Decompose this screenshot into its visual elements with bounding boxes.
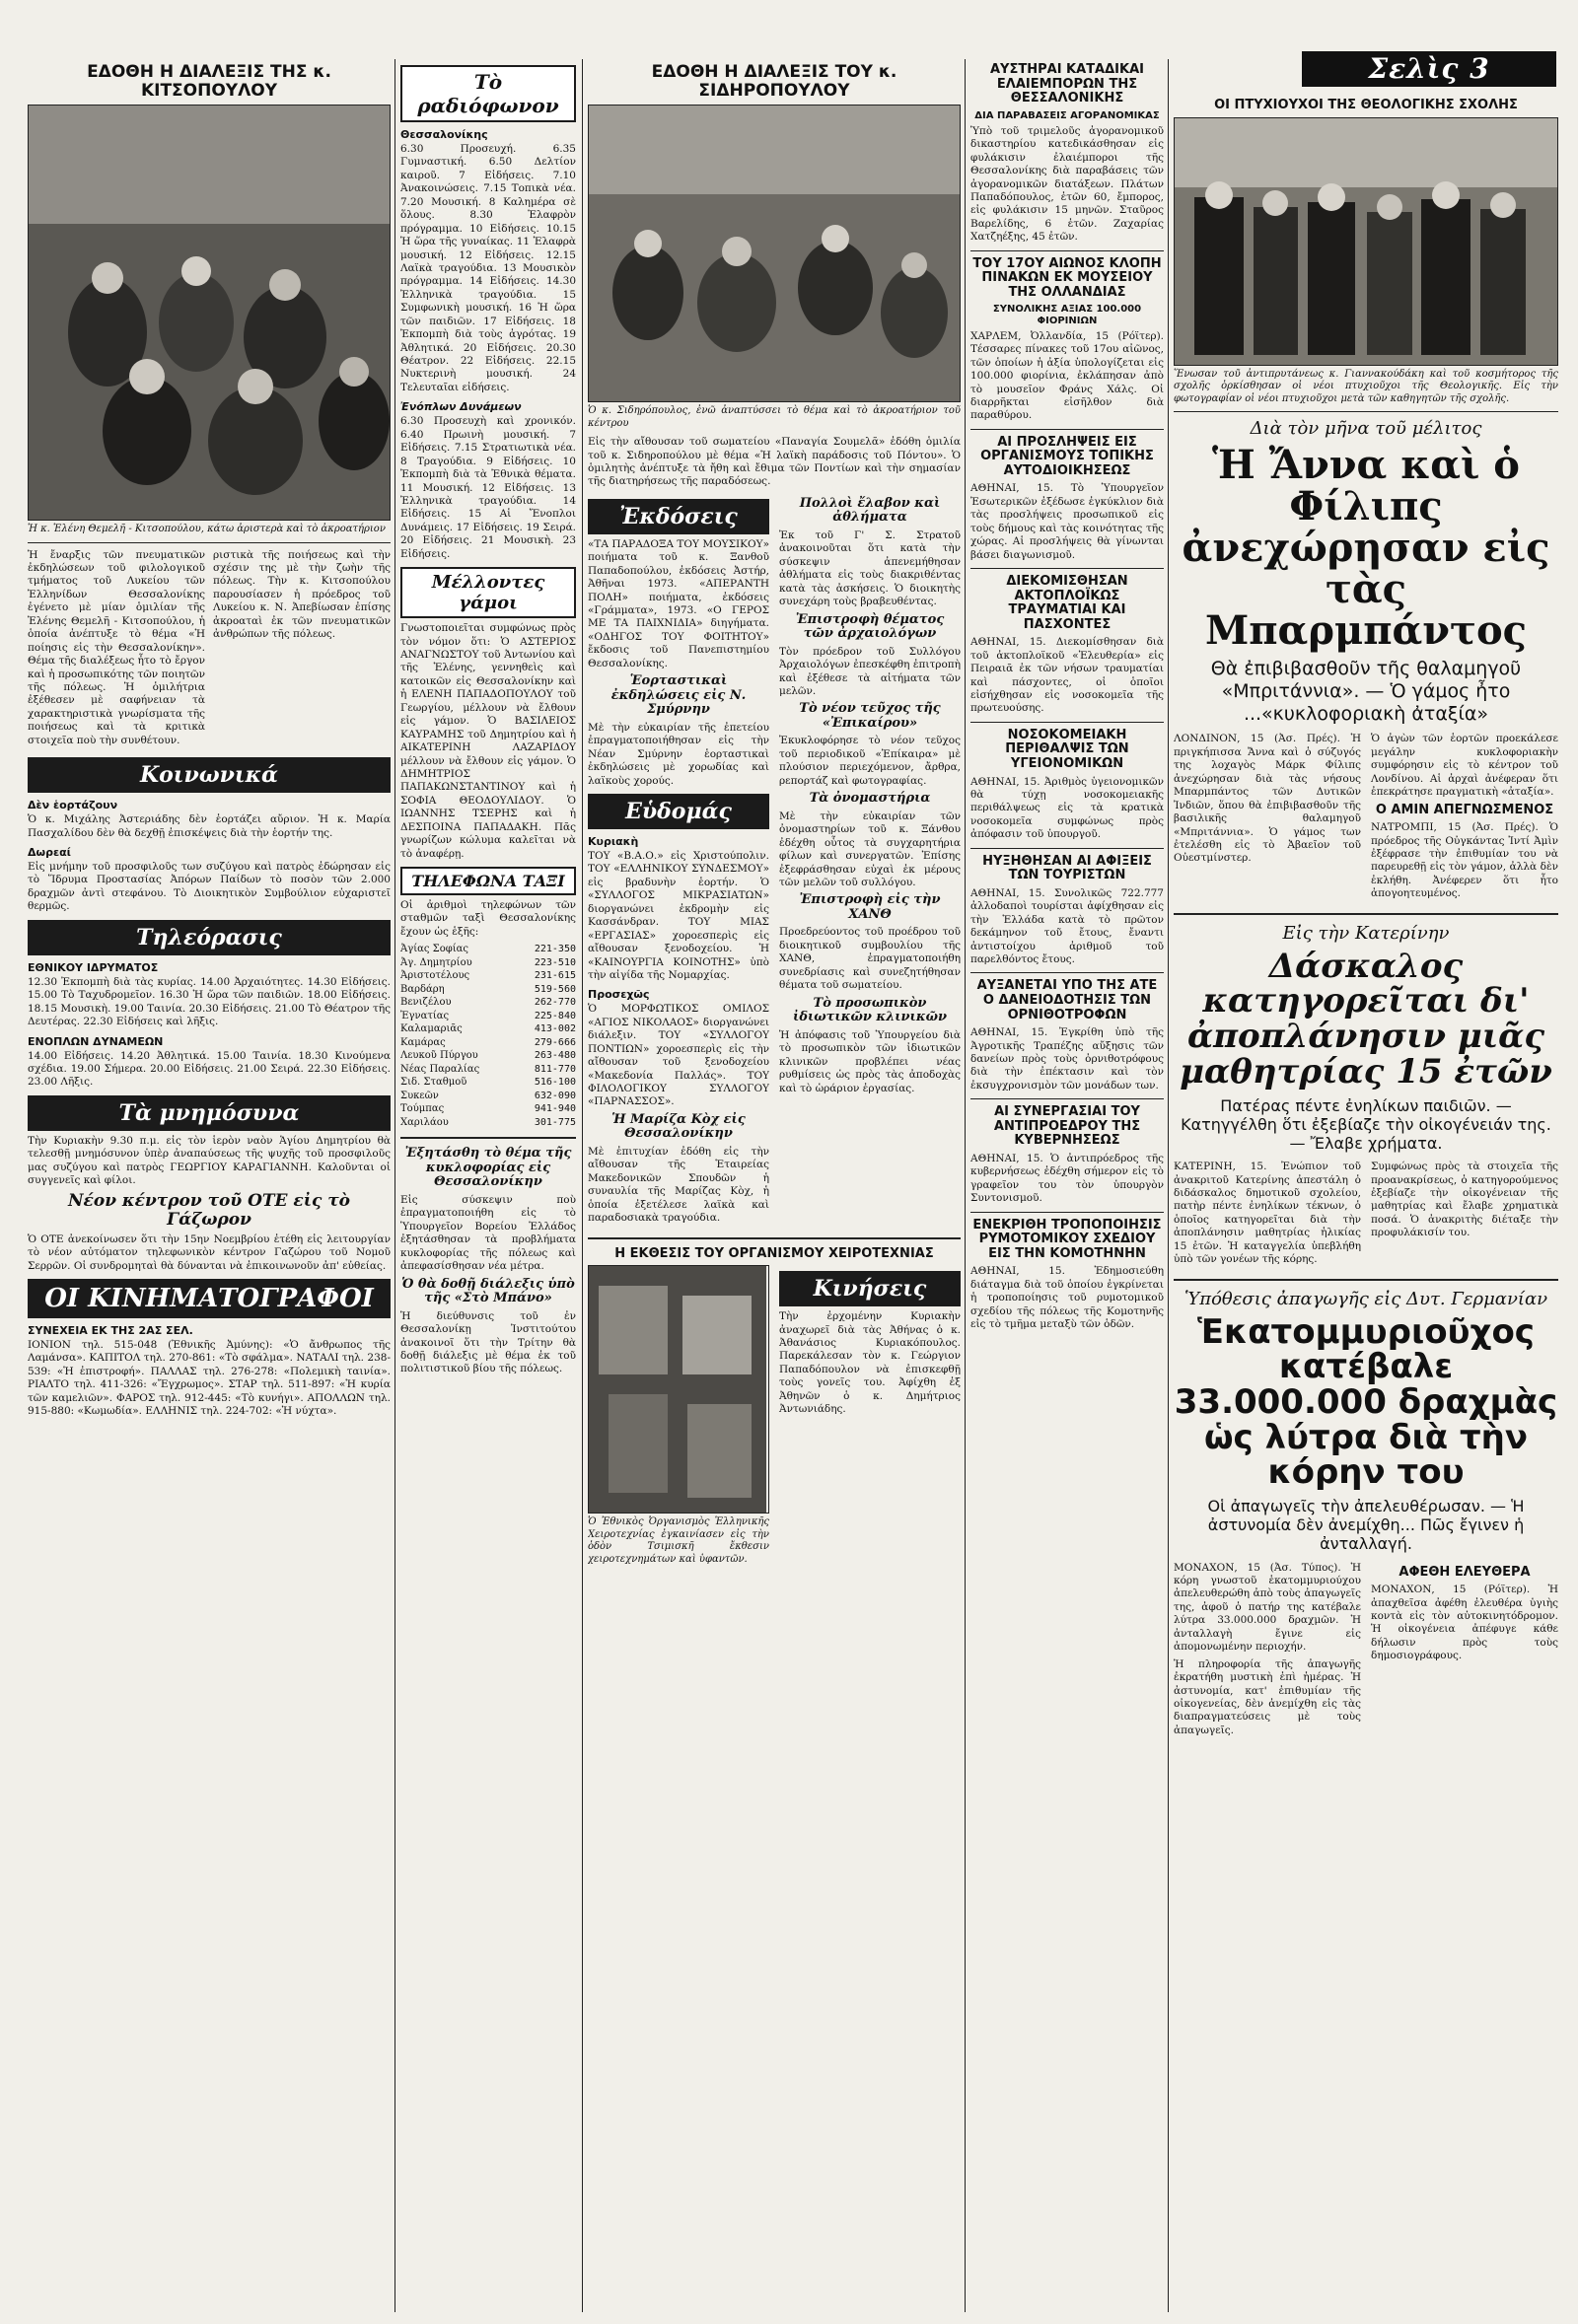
headline-amin: Ο ΑΜΙΝ ΑΠΕΓΝΩΣΜΕΝΟΣ [1375, 802, 1554, 817]
taxi-row [400, 1090, 576, 1103]
headline-oil-merchants: ΑΥΣΤΗΡΑΙ ΚΑΤΑΔΙΚΑΙ ΕΛΑΙΕΜΠΟΡΩΝ ΤΗΣ ΘΕΣΣΑΛΟΝΙΚΗΣ [990, 62, 1144, 106]
article-body: ΚΑΤΕΡΙΝΗ, 15. Ἐνώπιον τοῦ ἀνακριτοῦ Κατερίνης ἀπεστάλη ὁ διδάσκαλος δημοτικοῦ σχολείου, πατὴρ πέντε ἐνηλίκων τέκνων, ὁ ὁποῖος κατηγορεῖται διὰ τὴν ἀποπλάνησιν μαθητρίας ἡλικίας 15 ἐτῶν. Ἡ καταγγελία ὑπεβλήθη ὑπὸ τῶν γονέων τῆς κόρης. [1174, 1161, 1361, 1266]
taxi-station-name: Νέας Παραλίας [400, 1063, 480, 1075]
headline-traffic: Ἐξητάσθη τὸ θέμα τῆς κυκλοφορίας εἰς Θεσσαλονίκην [404, 1146, 572, 1190]
section-title-social: Κοινωνικά [28, 757, 391, 793]
taxi-station-name: Σιδ. Σταθμοῦ [400, 1077, 467, 1089]
taxi-station-name: Ἀριστοτέλους [400, 970, 470, 982]
headline-handicraft: Η ΕΚΘΕΣΙΣ ΤΟΥ ΟΡΓΑΝΙΣΜΟΥ ΧΕΙΡΟΤΕΧΝΙΑΣ [614, 1245, 934, 1261]
section-title-week: Εὑδομάς [588, 794, 769, 829]
headline-paintings: ΤΟΥ 17ΟΥ ΑΙΩΝΟΣ ΚΛΟΠΗ ΠΙΝΑΚΩΝ ΕΚ ΜΟΥΣΕΙΟΥ ΤΗΣ ΟΛΛΑΝΔΙΑΣ [972, 255, 1162, 300]
deck: Οἱ ἀπαγωγεῖς τὴν ἀπελευθέρωσαν. — Ἡ ἀστυνομία δὲν ἀνεμίχθη... Πῶς ἔγινεν ἡ ἀνταλλαγή. [1207, 1497, 1525, 1554]
halftone-photo [29, 106, 390, 520]
halftone-photo [589, 106, 960, 401]
headline-injured: ΔΙΕΚΟΜΙΣΘΗΣΑΝ ΑΚΤΟΠΛΟΪΚΩΣ ΤΡΑΥΜΑΤΙΑΙ ΚΑΙ ΠΑΣΧΟΝΤΕΣ [1006, 574, 1128, 632]
taxi-station-name: Βαρδάρη [400, 983, 445, 995]
headline-archaeologists: Ἐπιστροφὴ θέματος τῶν ἀρχαιολόγων [795, 611, 945, 642]
photo-handicraft-exhibition [588, 1265, 769, 1514]
article-body: ΑΘΗΝΑΙ, 15. Ἐδημοσιεύθη διάταγμα διὰ τοῦ ὁποίου ἐγκρίνεται ἡ τροποποίησις τοῦ ρυμοτομικοῦ σχεδίου τῆς πόλεως τῆς Κομοτηνῆς εἰς τὸ τμῆμα μεταξὺ τῶν ὁδῶν. [970, 1265, 1164, 1331]
article-body: Ἡ ἀπόφασις τοῦ Ὑπουργείου διὰ τὸ προσωπικὸν τῶν ἰδιωτικῶν κλινικῶν προβλέπει νέας ρυθμίσεις ὡς πρὸς τὰς ἀποδοχὰς καὶ τὸ ὡράριον ἐργασίας. [779, 1028, 961, 1094]
article-body: Οἱ ἀριθμοὶ τηλεφώνων τῶν σταθμῶν ταξὶ Θεσσαλονίκης ἔχουν ὡς ἑξῆς: [400, 899, 576, 938]
headline-awards: Πολλοὶ ἔλαβον καὶ ἀθλήματα [799, 495, 941, 526]
subhead: Προσεχῶς [588, 988, 650, 1002]
subhead: Δωρεαί [28, 846, 71, 859]
article-body: Ἐκ τοῦ Γ' Σ. Στρατοῦ ἀνακοινοῦται ὅτι κατὰ τὴν σύσκεψιν ἀπενεμήθησαν ἀθλήματα εἰς τοὺς διακριθέντας κατὰ τὰς ἀσκήσεις. Ὁ διοικητὴς συνεχάρη τοὺς βραβευθέντας. [779, 528, 961, 608]
subhead: Ἐνόπλων Δυνάμεων [400, 400, 522, 414]
article-body: ΧΑΡΛΕΜ, Ὀλλανδία, 15 (Ρόϊτερ). Τέσσαρες πίνακες τοῦ 17ου αἰῶνος, τῶν ὁποίων ἡ ἀξία ὑπολογίζεται εἰς 100.000 φιορίνια, ἐκλάπησαν ἀπὸ τὸ μουσεῖον Φράνς Χάλς. Οἱ διαρρῆκται εἰσῆλθον διὰ παραθύρου. [970, 329, 1164, 422]
article-body: Ἡ διεύθυνσις τοῦ ἐν Θεσσαλονίκῃ Ἰνστιτούτου ἀνακοινοῖ ὅτι τὴν Τρίτην θὰ δοθῇ διάλεξις μὲ θέμα ἐκ τοῦ πολιτιστικοῦ βίου τῆς πόλεως. [400, 1309, 576, 1375]
article-body: ΑΘΗΝΑΙ, 15. Διεκομίσθησαν διὰ τοῦ ἀκτοπλοϊκοῦ «Ἐλευθερία» εἰς Πειραιᾶ ἐκ τῶν νήσων τραυματίαι καὶ πάσχοντες, οἱ ὁποῖοι εἰσήχθησαν εἰς νοσοκομεῖα τῆς πρωτευούσης. [970, 636, 1164, 715]
taxi-station-name: Καμάρας [400, 1036, 446, 1048]
taxi-phone-number: 301-775 [534, 1116, 576, 1128]
taxi-row [400, 969, 576, 983]
page-number-masthead: Σελὶς 3 [1302, 51, 1556, 87]
headline-ransom: Ἑκατομμυριοῦχος κατέβαλε 33.000.000 δραχμὰς ὡς λύτρα διὰ τὴν κόρην του [1174, 1311, 1558, 1493]
article-body: ΑΘΗΝΑΙ, 15. Ὁ ἀντιπρόεδρος τῆς κυβερνήσεως ἐδέχθη σήμερον εἰς τὸ γραφεῖον του τὸν ὑπουργὸν Συντονισμοῦ. [970, 1152, 1164, 1205]
article-body: «ΤΑ ΠΑΡΑΔΟΞΑ ΤΟΥ ΜΟΥΣΙΚΟΥ» ποιήματα τοῦ κ. Ξανθοῦ Παπαδοπούλου, ἐκδόσεις Ἀστήρ, Ἀθῆναι 1973. «ΑΠΕΡΑΝΤΗ ΠΟΛΗ» ποιήματα, ἐκδόσεις «Γράμματα», 1973. «Ο ΓΕΡΟΣ ΜΕ ΤΑ ΠΑΙΧΝΙΔΙΑ» διηγήματα. «ΟΔΗΓΟΣ ΤΟΥ ΦΟΙΤΗΤΟΥ» ἔκδοσις τοῦ Πανεπιστημίου Θεσσαλονίκης. [588, 537, 769, 669]
article-body: ΜΟΝΑΧΟΝ, 15 (Ρόϊτερ). Ἡ ἀπαχθεῖσα ἀφέθη ἐλευθέρα ὑγιὴς κοντὰ εἰς τὸν αὐτοκινητόδρομον. Ἡ οἰκογένεια ἀπέφυγε κάθε δήλωσιν πρὸς τοὺς δημοσιογράφους. [1371, 1584, 1558, 1662]
halftone-photo [589, 1266, 766, 1513]
taxi-phone-number: 279-666 [534, 1036, 576, 1048]
taxi-row [400, 1022, 576, 1036]
article-body: ΜΟΝΑΧΟΝ, 15 (Ἀσ. Τύπος). Ἡ κόρη γνωστοῦ ἑκατομμυριούχου ἀπελευθερώθη ἀπὸ τοὺς ἀπαγωγεῖς της, ἀφοῦ ὁ πατήρ της κατέβαλε λύτρα 33.000.000 δραχμῶν. Ἡ ἀνταλλαγὴ ἔγινε εἰς ἀπομονωμένην περιοχήν. [1174, 1561, 1361, 1654]
taxi-row [400, 1076, 576, 1090]
photo-caption: Ἕνωσαν τοῦ ἀντιπρυτάνεως κ. Γιαννακούδάκη καὶ τοῦ κοσμήτορος τῆς σχολῆς ὁρκίσθησαν οἱ νέοι πτυχιοῦχοι τῆς Θεολογικῆς. Εἰς τὴν φωτογραφίαν οἱ νέοι πτυχιοῦχοι μετὰ τῶν καθηγητῶν τῆς σχολῆς. [1174, 368, 1558, 404]
article-body: Εἰς τὴν αἴθουσαν τοῦ σωματείου «Παναγία Σουμελᾶ» ἐδόθη ὁμιλία τοῦ κ. Σιδηροπούλου μὲ θέμα «Ἡ λαϊκὴ παράδοσις τοῦ Πόντου». Ὁ ὁμιλητὴς ἀνέπτυξε τὰ ἤθη καὶ ἔθιμα τῶν Ποντίων καὶ τὴν σημασίαν τῆς διατηρήσεως τῆς παραδόσεως. [588, 436, 961, 488]
cinema-listing: ΙΟΝΙΟΝ τηλ. 515-048 (Ἐθνικῆς Ἀμύνης): «Ὁ ἄνθρωπος τῆς Λαμάνσα». ΚΑΠΙΤΟΛ τηλ. 270-861: «Τὸ σφάλμα». ΝΑΤΑΛΙ τηλ. 238-539: «Ἡ ἐπιστροφή». ΠΑΛΛΑΣ τηλ. 276-278: «Πολεμικὴ ταινία». ΡΙΑΛΤΟ τηλ. 411-326: «Ἔγχρωμος». ΣΤΑΡ τηλ. 511-897: «Ἡ κυρία τῶν καμελιῶν». ΦΑΡΟΣ τηλ. 912-445: «Τὸ κυνήγι». ΑΠΟΛΛΩΝ τηλ. 915-880: «Κωμωδία». ΕΛΛΗΝΙΣ τηλ. 224-702: «Ἡ νύχτα». [28, 1338, 391, 1418]
taxi-phone-number: 221-350 [534, 944, 576, 955]
column-3 [588, 59, 961, 2312]
taxi-row [400, 1049, 576, 1063]
headline-nameday: Τὰ ὀνομαστήρια [809, 791, 931, 807]
subhead: Κυριακὴ [588, 835, 639, 849]
headline-theology-graduates: ΟΙ ΠΤΥΧΙΟΥΧΟΙ ΤΗΣ ΘΕΟΛΟΓΙΚΗΣ ΣΧΟΛΗΣ [1214, 98, 1518, 112]
photo-caption: Ὁ Ἐθνικὸς Ὀργανισμὸς Ἑλληνικῆς Χειροτεχνίας ἐγκαινίασεν εἰς τὴν ὁδὸν Τσιμισκῆ ἔκθεσιν χειροτεχνημάτων καὶ ὑφαντῶν. [588, 1516, 769, 1565]
photo-lecture-center [588, 105, 961, 402]
taxi-phone-number: 225-840 [534, 1010, 576, 1021]
article-body: Μὲ τὴν εὐκαιρίαν τῶν ὀνομαστηρίων τοῦ κ. Ξάνθου ἐδέχθη οὗτος τὰ συγχαρητήρια φίλων καὶ συνεργατῶν. Ἐπίσης ἐξεφράσθησαν εὐχαὶ ἐκ μέρους τῶν μελῶν τοῦ συλλόγου. [779, 810, 961, 888]
taxi-phone-number: 941-940 [534, 1103, 576, 1115]
headline-koch: Ἡ Μαρίζα Κὸχ εἰς Θεσσαλονίκην [611, 1111, 746, 1142]
article-body: ΑΘΗΝΑΙ, 15. Ἀριθμὸς ὑγειονομικῶν θὰ τύχῃ νοσοκομειακῆς περιθάλψεως εἰς τὰ κρατικὰ νοσοκομεῖα συμφώνως πρὸς ἀπόφασιν τοῦ ὑπουργοῦ. [970, 775, 1164, 841]
article-body: Ὁ ΟΤΕ ἀνεκοίνωσεν ὅτι τὴν 15ην Νοεμβρίου ἐτέθη εἰς λειτουργίαν τὸ νέον αὐτόματον τηλεφωνικὸν κέντρον Γαζώρου τοῦ Νομοῦ Σερρῶν. Οἱ συνδρομηταὶ θὰ δύνανται νὰ ἐπικοινωνοῦν ἀπ' εὐθείας. [28, 1232, 391, 1272]
article-body: Τὴν Κυριακὴν 9.30 π.μ. εἰς τὸν ἱερὸν ναὸν Ἁγίου Δημητρίου θὰ τελεσθῇ μνημόσυνον ὑπὲρ ἀναπαύσεως τῆς ψυχῆς τοῦ προσφιλοῦς μας συζύγου καὶ πατρὸς ΓΕΩΡΓΙΟΥ ΚΑΡΑΓΙΑΝΝΗ. Καλοῦνται οἱ συγγενεῖς καὶ φίλοι. [28, 1134, 391, 1187]
taxi-station-name: Ἐγνατίας [400, 1010, 450, 1021]
taxi-phone-number: 262-770 [534, 997, 576, 1009]
headline-kitsopoulou: ΕΔΟΘΗ Η ΔΙΑΛΕΞΙΣ ΤΗΣ κ. ΚΙΤΣΟΠΟΥΛΟΥ [87, 62, 331, 102]
article-body: Ἡ ἔναρξις τῶν πνευματικῶν ἐκδηλώσεων τοῦ φιλολογικοῦ τμήματος τοῦ Λυκείου τῶν Ἑλληνίδων Θεσσαλονίκης ἐγένετο μὲ μίαν ὁμιλίαν τῆς Ἑλένης Θεμελῆ - Κιτσοπούλου, ἡ ὁποία ἀνέπτυξε τὸ θέμα «Ἡ ποίησις εἰς τὴν Θεσσαλονίκην». Θέμα τῆς διαλέξεως ἦτο τὸ ἔργον καὶ ἡ προσωπικότης τῶν ποιητῶν τῆς πόλεως. Ἡ ὁμιλήτρια ἐξέθεσεν μὲ σαφήνειαν τὰ χαρακτηριστικὰ γνωρίσματα τῆς ποιήσεως καὶ τὰ κριτικὰ στοιχεῖα ποὺ τὴν συνθέτουν. [28, 548, 205, 746]
article-body: ριστικὰ τῆς ποιήσεως καὶ τὴν σχέσιν της μὲ τὴν ζωὴν τῆς πόλεως. Τὴν κ. Κιτσοπούλου παρουσίασεν ἡ πρόεδρος τοῦ Λυκείου κ. Ν. Ἀπεβίωσαν ἐπίσης ἀκροαταὶ ἐκ τῶν πνευματικῶν ἀνθρώπων τῆς πόλεως. [213, 548, 391, 641]
article-body: Συμφώνως πρὸς τὰ στοιχεῖα τῆς προανακρίσεως, ὁ κατηγορούμενος ἐξεβίαζε τὴν οἰκογένειαν τῆς μαθητρίας καὶ ἔλαβε χρηματικὰ ποσά. Ὁ ἀνακριτὴς διέταξε τὴν προφυλάκισίν του. [1371, 1161, 1558, 1239]
article-body: Τὴν ἐρχομένην Κυριακὴν ἀναχωρεῖ διὰ τὰς Ἀθήνας ὁ κ. Ἀθανάσιος Κυριακόπουλος. Παρεκάλεσαν τὸν κ. Γεώργιον Παπαδόπουλον νὰ ἐπισκεφθῇ τοὺς γονεῖς του. Ἀφίχθη ἐξ Ἀθηνῶν ὁ κ. Δημήτριος Ἀντωνιάδης. [779, 1310, 961, 1416]
article-body: ΝΑΤΡΟΜΠΙ, 15 (Ἀσ. Πρές). Ὁ πρόεδρος τῆς Οὐγκάντας Ἰντί Ἀμὶν ἐξέφρασε τὴν ἐπιθυμίαν του νὰ παρευρεθῇ εἰς τὸν γάμον, ἀλλὰ δὲν ἐκλήθη. Ἀνέφερεν ὅτι ἦτο ἀπογοητευμένος. [1371, 821, 1558, 900]
article-body: Ἐκυκλοφόρησε τὸ νέον τεῦχος τοῦ περιοδικοῦ «Ἐπίκαιρα» μὲ πλούσιον περιεχόμενον, ἄρθρα, ρεπορτάζ καὶ φωτογραφίας. [779, 735, 961, 787]
right-subcolumn [1371, 733, 1558, 904]
kicker: Διὰ τὸν μῆνα τοῦ μέλιτος [1250, 418, 1482, 440]
headline-festivities: Ἑορταστικαὶ ἐκδηλώσεις εἰς Ν. Σμύρνην [610, 673, 747, 718]
taxi-station-name: Τούμπας [400, 1103, 445, 1115]
headline-xanth: Ἐπιστροφὴ εἰς τὴν ΧΑΝΘ [799, 892, 941, 922]
taxi-row [400, 943, 576, 956]
halftone-photo [1175, 118, 1557, 365]
taxi-phone-number: 519-560 [534, 983, 576, 995]
article-body: Προεδρεύοντος τοῦ προέδρου τοῦ διοικητικοῦ συμβουλίου τῆς ΧΑΝΘ, ἐπραγματοποιήθη συνεδρίασις καὶ συνεζητήθησαν θέματα τοῦ σωματείου. [779, 926, 961, 992]
article-body: Εἰς σύσκεψιν ποὺ ἐπραγματοποιήθη εἰς τὸ Ὑπουργεῖον Βορείου Ἑλλάδος ἐξητάσθησαν τὰ προβλήματα κυκλοφορίας τῆς πόλεως καὶ ἀπεφασίσθησαν νέα μέτρα. [400, 1193, 576, 1273]
taxi-phone-list [400, 943, 576, 1129]
column-rule [582, 59, 583, 2312]
headline-vice-president: ΑΙ ΣΥΝΕΡΓΑΣΙΑΙ ΤΟΥ ΑΝΤΙΠΡΟΕΔΡΟΥ ΤΗΣ ΚΥΒΕΡΝΗΣΕΩΣ [993, 1104, 1141, 1149]
headline-teacher: Δάσκαλος κατηγορεῖται δι' ἀποπλάνησιν μιᾶς μαθητρίας 15 ἐτῶν [1180, 946, 1552, 1092]
radio-listing: 6.30 Προσευχή. 6.35 Γυμναστική. 6.50 Δελτίον καιροῦ. 7 Εἰδήσεις. 7.10 Ἀνακοινώσεις. 7.15 Τοπικὰ νέα. 7.20 Μουσική. 8 Καλημέρα σὲ ὅλους. 8.30 Ἑλαφρὸν πρόγραμμα. 10 Εἰδήσεις. 10.15 Ἡ ὥρα τῆς γυναίκας. 11 Ἐλαφρὰ μουσική. 12 Εἰδήσεις. 12.15 Λαϊκὰ τραγούδια. 13 Μουσικὸν πρόγραμμα. 14 Εἰδήσεις. 14.30 Ἐλληνικὰ τραγούδια. 15 Συμφωνικὴ μουσική. 16 Ἡ ὥρα τῶν παιδιῶν. 17 Εἰδήσεις. 18 Ἐκπομπὴ διὰ τοὺς ἀγρότας. 19 Ἀθλητικά. 20 Εἰδήσεις. 20.30 Θέατρον. 22 Εἰδήσεις. 22.15 Νυκτερινὴ μουσική. 24 Τελευταῖαι εἰδήσεις. [400, 143, 576, 393]
taxi-station-name: Χαριλάου [400, 1116, 449, 1128]
left-subcolumn [1174, 1562, 1361, 1742]
article-body: ΑΘΗΝΑΙ, 15. Συνολικῶς 722.777 ἀλλοδαποὶ τουρίσται ἀφίχθησαν εἰς τὴν Ἑλλάδα κατὰ τὸ πρῶτον δεκάμηνον τοῦ ἔτους, ἔναντι ἀντιστοίχου ἀριθμοῦ τοῦ παρελθόντος ἔτους. [970, 886, 1164, 966]
taxi-station-name: Ἀγ. Δημητρίου [400, 956, 472, 968]
taxi-phone-number: 263-480 [534, 1050, 576, 1062]
column-4 [970, 59, 1164, 2312]
article-body: Ὁ ἀγὼν τῶν ἑορτῶν προεκάλεσε μεγάλην κυκλοφοριακὴν συμφόρησιν εἰς τὸ κέντρον τοῦ Λονδίνου. Αἱ ἀρχαὶ ἀνέφεραν ὅτι ἐπεκράτησε πραγματικὴ «ἀταξία». [1371, 733, 1558, 799]
article-body: ΑΘΗΝΑΙ, 15. Ἐγκρίθη ὑπὸ τῆς Ἀγροτικῆς Τραπέζης αὔξησις τῶν δανείων πρὸς τοὺς ὀρνιθοτρόφους διὰ τὴν ἐπέκτασιν καὶ τὸν ἐκσυγχρονισμὸν τῶν μονάδων των. [970, 1026, 1164, 1092]
section-title-taxi: ΤΗΛΕΦΩΝΑ ΤΑΞΙ [400, 867, 576, 895]
column-rule [394, 59, 395, 2312]
headline-hiring: ΑΙ ΠΡΟΣΛΗΨΕΙΣ ΕΙΣ ΟΡΓΑΝΙΣΜΟΥΣ ΤΟΠΙΚΗΣ ΑΥΤΟΔΙΟΙΚΗΣΕΩΣ [980, 434, 1154, 478]
taxi-row [400, 1010, 576, 1023]
taxi-phone-number: 516-100 [534, 1077, 576, 1089]
photo-graduates [1174, 117, 1558, 366]
kicker: Ὑπόθεσις ἀπαγωγῆς εἰς Δυτ. Γερμανίαν [1184, 1288, 1548, 1309]
column-1 [28, 59, 391, 2312]
article-body: Ὁ ΜΟΡΦΩΤΙΚΟΣ ΟΜΙΛΟΣ «ΑΓΙΟΣ ΝΙΚΟΛΑΟΣ» διοργανώνει διάλεξιν. ΤΟΥ «ΣΥΛΛΟΓΟΥ ΠΟΝΤΙΩΝ» χοροεσπερὶς εἰς τὴν αἴθουσαν τοῦ ξενοδοχείου «Μακεδονία Παλλάς». ΤΟΥ ΦΙΛΟΛΟΓΙΚΟΥ ΣΥΛΛΟΓΟΥ «ΠΑΡΝΑΣΣΟΣ». [588, 1003, 769, 1108]
section-title-cinemas: ΟΙ ΚΙΝΗΜΑΤΟΓΡΑΦΟΙ [28, 1279, 391, 1318]
headline-poultry-loans: ΑΥΞΑΝΕΤΑΙ ΥΠΟ ΤΗΣ ΑΤΕ Ο ΔΑΝΕΙΟΔΟΤΗΣΙΣ ΤΩΝ ΟΡΝΙΘΟΤΡΟΦΩΝ [976, 978, 1158, 1022]
deck: Πατέρας πέντε ἐνηλίκων παιδιῶν. — Κατηγγέλθη ὅτι ἐξεβίαζε τὴν οἰκογένειάν της. — Ἔλαβε χρήματα. [1181, 1095, 1551, 1153]
headline-royal-wedding: Ἡ Ἄννα καὶ ὁ Φίλιπς ἀνεχώρησαν εἰς τὰς Μπαρμπάντος [1182, 442, 1550, 655]
article-body: ΛΟΝΔΙΝΟΝ, 15 (Ἀσ. Πρές). Ἡ πριγκήπισσα Ἄννα καὶ ὁ σύζυγός της λοχαγὸς Μάρκ Φίλιπς ἀνεχώρησαν διὰ τὰς νήσους Μπαρμπάντος τῶν Δυτικῶν Ἰνδιῶν, ὅπου θὰ ἐπιβιβασθοῦν τῆς βασιλικῆς θαλαμηγοῦ «Μπριτάννια». Ὁ γάμος των ἐτελέσθη εἰς τὸ Ἀβαεῖον τοῦ Οὐεστμίνστερ. [1174, 733, 1361, 865]
section-title-memorials: Τὰ μνημόσυνα [28, 1095, 391, 1131]
subhead: ΔΙΑ ΠΑΡΑΒΑΣΕΙΣ ΑΓΟΡΑΝΟΜΙΚΑΣ [974, 109, 1160, 121]
headline-lecture: Ὁ θὰ δοθῇ διάλεξις ὑπὸ τῆς «Στὸ Μπάνο» [401, 1276, 575, 1306]
taxi-row [400, 996, 576, 1010]
taxi-phone-number: 413-002 [534, 1023, 576, 1035]
article-body: Τὸν πρόεδρον τοῦ Συλλόγου Ἀρχαιολόγων ἐπεσκέφθη ἐπιτροπὴ καὶ ἐξέθεσε τὰ αἰτήματα τῶν μελῶν. [779, 645, 961, 697]
taxi-station-name: Λευκοῦ Πύργου [400, 1050, 478, 1062]
headline-clinics: Τὸ προσωπικὸν ἰδιωτικῶν κλινικῶν [793, 995, 947, 1025]
article-body: Ὁ κ. Μιχάλης Ἀστεριάδης δὲν ἑορτάζει αὔριον. Ἡ κ. Μαρία Πασχαλίδου δὲν θὰ δεχθῇ ἐπισκέψεις διὰ τὴν ἑορτήν της. [28, 813, 391, 839]
left-subcolumn [588, 1265, 769, 1572]
left-subcolumn [588, 493, 769, 1230]
article-body: ΑΘΗΝΑΙ, 15. Τὸ Ὑπουργεῖον Ἐσωτερικῶν ἐξέδωσε ἐγκύκλιον διὰ τὰς προσλήψεις προσωπικοῦ εἰς τοὺς δήμους καὶ τὰς κοινότητας τῆς χώρας. Αἱ προσλήψεις θὰ γίνωνται βάσει διαγωνισμοῦ. [970, 482, 1164, 561]
kicker: Εἰς τὴν Κατερίνην [1282, 922, 1450, 944]
section-title-movements: Κινήσεις [779, 1271, 961, 1306]
section-title-tv: Τηλεόρασις [28, 920, 391, 955]
section-title-weddings: Μέλλοντες γάμοι [400, 567, 576, 618]
column-5 [1174, 95, 1558, 2312]
tv-listing: 12.30 Ἐκπομπὴ διὰ τὰς κυρίας. 14.00 Ἀρχαιότητες. 14.30 Εἰδήσεις. 15.00 Τὸ Ταχυδρομεῖον. 16.30 Ἡ ὥρα τῶν παιδιῶν. 18.00 Εἰδήσεις. 18.15 Μουσικὴ. 19.00 Ταινία. 20.30 Εἰδήσεις. 21.00 Τὸ Θέατρον τῆς Δευτέρας. 22.30 Εἰδήσεις καὶ λῆξις. [28, 975, 391, 1028]
headline-tourists: ΗΥΞΗΘΗΣΑΝ ΑΙ ΑΦΙΞΕΙΣ ΤΩΝ ΤΟΥΡΙΣΤΩΝ [982, 853, 1152, 883]
headline-ote: Νέον κέντρον τοῦ ΟΤΕ εἰς τὸ Γάζωρον [67, 1190, 351, 1230]
subhead: Δὲν ἑορτάζουν [28, 799, 118, 812]
taxi-phone-number: 632-090 [534, 1090, 576, 1101]
taxi-row [400, 1116, 576, 1130]
section-title-publications: Ἐκδόσεις [588, 499, 769, 534]
taxi-phone-number: 811-770 [534, 1063, 576, 1075]
taxi-row [400, 983, 576, 997]
right-subcolumn [1371, 1562, 1558, 1742]
article-body: Μὲ ἐπιτυχίαν ἐδόθη εἰς τὴν αἴθουσαν τῆς Ἑταιρείας Μακεδονικῶν Σπουδῶν ἡ συναυλία τῆς Μαρίζας Κὸχ, ἡ ὁποία ἐξετέλεσε λαϊκὰ καὶ παραδοσιακὰ τραγούδια. [588, 1145, 769, 1225]
column-2 [400, 59, 576, 2312]
headline-magazine: Τὸ νέον τεῦχος τῆς «Ἐπικαίρου» [799, 701, 941, 731]
taxi-station-name: Βενιζέλου [400, 997, 452, 1009]
taxi-station-name: Συκεῶν [400, 1090, 439, 1101]
article-body: Ἡ πληροφορία τῆς ἀπαγωγῆς ἐκρατήθη μυστικὴ ἐπὶ ἡμέρας. Ἡ ἀστυνομία, κατ' ἐπιθυμίαν τῆς οἰκογενείας, δὲν ἀνεμίχθη εἰς τὰς διαπραγματεύσεις μὲ τοὺς ἀπαγωγεῖς. [1174, 1657, 1361, 1736]
taxi-phone-number: 223-510 [534, 956, 576, 968]
taxi-phone-number: 231-615 [534, 970, 576, 982]
photo-caption: Ἡ κ. Ἑλένη Θεμελῆ - Κιτσοπούλου, κάτω ἀριστερὰ καὶ τὸ ἀκροατήριον [28, 524, 386, 535]
right-subcolumn [779, 493, 961, 1230]
section-title-radio: Τὸ ραδιόφωνον [400, 65, 576, 122]
subhead: Θεσσαλονίκης [400, 128, 488, 141]
article-body: Γνωστοποιεῖται συμφώνως πρὸς τὸν νόμον ὅτι: Ὁ ΑΣΤΕΡΙΟΣ ΑΝΑΓΝΩΣΤΟΥ τοῦ Ἀντωνίου καὶ τῆς Ἑλένης, γεννηθεὶς καὶ κατοικῶν εἰς Θεσσαλονίκην καὶ ἡ ΕΛΕΝΗ ΠΑΠΑΔΟΠΟΥΛΟΥ τοῦ Γεωργίου, μέλλουν νὰ ἔλθουν εἰς γάμον. Ὁ ΒΑΣΙΛΕΙΟΣ ΚΑΥΡΑΜΗΣ τοῦ Δημητρίου καὶ ἡ ΑΙΚΑΤΕΡΙΝΗ ΛΑΖΑΡΙΔΟΥ μέλλουν νὰ ἔλθουν εἰς γάμον. Ὁ ΔΗΜΗΤΡΙΟΣ ΠΑΠΑΚΩΝΣΤΑΝΤΙΝΟΥ καὶ ἡ ΣΟΦΙΑ ΘΕΟΔΟΥΛΙΔΟΥ. Ὁ ΙΩΑΝΝΗΣ ΤΣΕΡΗΣ καὶ ἡ ΔΕΣΠΟΙΝΑ ΠΑΠΑΔΑΚΗ. Πᾶς γνωρίζων κώλυμα καλεῖται νὰ τὸ ἀναφέρῃ. [400, 622, 576, 860]
article-body: Μὲ τὴν εὐκαιρίαν τῆς ἐπετείου ἐπραγματοποιήθησαν εἰς τὴν Νέαν Σμύρνην ἑορταστικαὶ ἐκδηλώσεις μὲ χορωδίας καὶ λαϊκοὺς χορούς. [588, 721, 769, 787]
deck: Θὰ ἐπιβιβασθοῦν τῆς θαλαμηγοῦ «Μπριτάννια». — Ὁ γάμος ἦτο ...«κυκλοφοριακὴ ἀταξία» [1210, 658, 1522, 725]
headline-sidiropoulou: ΕΔΟΘΗ Η ΔΙΑΛΕΞΙΣ ΤΟΥ κ. ΣΙΔΗΡΟΠΟΥΛΟΥ [651, 62, 897, 102]
column-rule [965, 59, 966, 2312]
tv-listing: 14.00 Εἰδήσεις. 14.20 Ἀθλητικά. 15.00 Ταινία. 18.30 Κινούμενα σχέδια. 19.00 Σήμερα. 20.00 Εἰδήσεις. 21.00 Σειρά. 22.30 Εἰδήσεις. 23.00 Λῆξις. [28, 1049, 391, 1089]
photo-lecture-audience [28, 105, 391, 521]
article-body: Ὑπὸ τοῦ τριμελοῦς ἀγορανομικοῦ δικαστηρίου κατεδικάσθησαν εἰς φυλάκισιν ἐλαιέμποροι τῆς Θεσσαλονίκης διὰ παραβάσεις τῶν ἀγορανομικῶν διατάξεων. Πλάτων Παπαδόπουλος, ἐτῶν 60, ἔμπορος, εἰς φυλάκισιν 15 μηνῶν. Σταῦρος Βαρελίδης, 6 ἐτῶν. Ζαχαρίας Χατζηέξης, 45 ἐτῶν. [970, 124, 1164, 244]
taxi-row [400, 1102, 576, 1116]
column-rule [1168, 59, 1169, 2312]
left-subcolumn [1174, 733, 1361, 904]
radio-listing: 6.30 Προσευχὴ καὶ χρονικόν. 6.40 Πρωινὴ μουσική. 7 Εἰδήσεις. 7.15 Στρατιωτικὰ νέα. 8 Τραγούδια. 9 Εἰδήσεις. 10 Ἐκπομπὴ διὰ τὰ Ἐθνικὰ θέματα. 11 Μουσική. 12 Εἰδήσεις. 13 Ἐλληνικὰ τραγούδια. 14 Εἰδήσεις. 15 Αἱ Ἔνοπλοι Δυνάμεις. 17 Εἰδήσεις. 19 Σειρά. 20 Εἰδήσεις. 21 Μουσικὴ. 23 Εἰδήσεις. [400, 415, 576, 560]
article-body: Εἰς μνήμην τοῦ προσφιλοῦς των συζύγου καὶ πατρὸς ἐδώρησαν εἰς τὸ Ἵδρυμα Προστασίας Ἀπόρων Παίδων τὸ ποσὸν τῶν 2.000 δραχμῶν ἀντὶ στεφάνου. Τὸ Διοικητικὸν Συμβούλιον εὐχαριστεῖ θερμῶς. [28, 861, 391, 913]
taxi-row [400, 1036, 576, 1050]
taxi-station-name: Καλαμαριᾶς [400, 1023, 463, 1035]
subhead: ΣΥΝΟΛΙΚΗΣ ΑΞΙΑΣ 100.000 ΦΙΟΡΙΝΙΩΝ [992, 304, 1142, 326]
headline-komotini-plan: ΕΝΕΚΡΙΘΗ ΤΡΟΠΟΠΟΙΗΣΙΣ ΡΥΜΟΤΟΜΙΚΟΥ ΣΧΕΔΙΟΥ ΕΙΣ ΤΗΝ ΚΟΜΟΤΗΝΗΝ [972, 1217, 1162, 1261]
subhead: ΕΝΟΠΛΩΝ ΔΥΝΑΜΕΩΝ [28, 1034, 164, 1048]
subhead: ΣΥΝΕΧΕΙΑ ΕΚ ΤΗΣ 2ΑΣ ΣΕΛ. [28, 1323, 193, 1337]
right-subcolumn [1371, 1161, 1558, 1271]
subhead: ΕΘΝΙΚΟΥ ΙΔΡΥΜΑΤΟΣ [28, 960, 159, 974]
taxi-row [400, 956, 576, 970]
headline-hospital: ΝΟΣΟΚΟΜΕΙΑΚΗ ΠΕΡΙΘΑΛΨΙΣ ΤΩΝ ΥΓΕΙΟΝΟΜΙΚΩΝ [1005, 727, 1129, 772]
right-subcolumn [779, 1265, 961, 1572]
article-body: ΤΟΥ «Β.Α.Ο.» εἰς Χριστούπολιν. ΤΟΥ «ΕΛΛΗΝΙΚΟΥ ΣΥΝΔΕΣΜΟΥ» εἰς βραδυνὴν ἑορτήν. Ὁ «ΣΥΛΛΟΓΟΣ ΜΙΚΡΑΣΙΑΤΩΝ» διοργανώνει ἐκδρομὴν εἰς Κασσάνδραν. ΤΟΥ ΜΙΑΣ «ΕΡΓΑΣΙΑΣ» χοροεσπερὶς εἰς αἴθουσαν ξενοδοχείου. Ἡ «ΚΑΙΝΟΥΡΓΙΑ ΚΟΙΝΟΤΗΣ» ὑπὸ τὴν αἰγίδα τῆς Νομαρχίας. [588, 850, 769, 981]
photo-caption: Ὁ κ. Σιδηρόπουλος, ἐνῶ ἀναπτύσσει τὸ θέμα καὶ τὸ ἀκροατήριον τοῦ κέντρου [588, 405, 961, 429]
left-subcolumn [1174, 1161, 1361, 1271]
taxi-station-name: Ἀγίας Σοφίας [400, 944, 469, 955]
headline-freed: ΑΦΕΘΗ ΕΛΕΥΘΕΡΑ [1399, 1564, 1531, 1580]
taxi-row [400, 1063, 576, 1077]
